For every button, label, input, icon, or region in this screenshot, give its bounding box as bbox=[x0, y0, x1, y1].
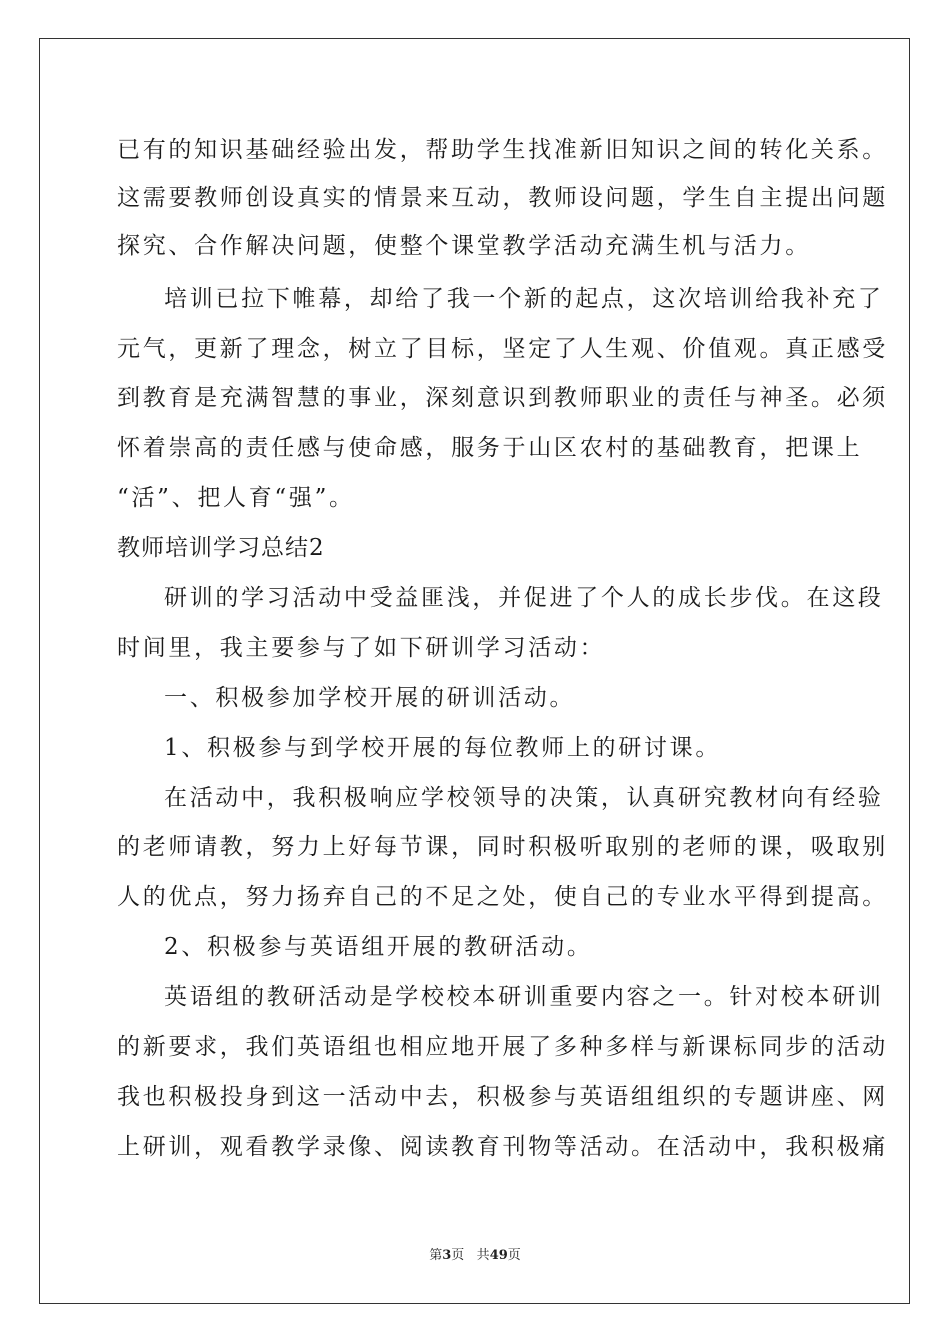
current-page-number: 3 bbox=[442, 1248, 452, 1263]
text-line: 研训的学习活动中受益匪浅，并促进了个人的成长步伐。在这段 bbox=[164, 585, 884, 611]
text-line: 2、积极参与英语组开展的教研活动。 bbox=[164, 934, 593, 960]
text-line: 已有的知识基础经验出发，帮助学生找准新旧知识之间的转化关系。 bbox=[117, 137, 888, 163]
section-heading: 教师培训学习总结2 bbox=[117, 535, 325, 561]
text-line: 元气，更新了理念，树立了目标，坚定了人生观、价值观。真正感受 bbox=[117, 336, 888, 362]
footer-total-prefix: 共 bbox=[476, 1248, 490, 1263]
text-line: 一、积极参加学校开展的研训活动。 bbox=[164, 685, 576, 711]
text-line: 探究、合作解决问题，使整个课堂教学活动充满生机与活力。 bbox=[117, 233, 811, 259]
text-line: 上研训，观看教学录像、阅读教育刊物等活动。在活动中，我积极痛 bbox=[117, 1134, 888, 1160]
text-line: 时间里，我主要参与了如下研训学习活动： bbox=[117, 635, 606, 661]
total-page-count: 49 bbox=[489, 1248, 508, 1263]
footer-prefix: 第 bbox=[429, 1248, 443, 1263]
text-line: 英语组的教研活动是学校校本研训重要内容之一。针对校本研训 bbox=[164, 984, 884, 1010]
text-line: 培训已拉下帷幕，却给了我一个新的起点，这次培训给我补充了 bbox=[164, 286, 884, 312]
text-line: 到教育是充满智慧的事业，深刻意识到教师职业的责任与神圣。必须 bbox=[117, 385, 888, 411]
text-line: 人的优点，努力扬弃自己的不足之处，使自己的专业水平得到提高。 bbox=[117, 884, 888, 910]
text-line: 1、积极参与到学校开展的每位教师上的研讨课。 bbox=[164, 735, 722, 761]
text-line: 的新要求，我们英语组也相应地开展了多种多样与新课标同步的活动 bbox=[117, 1034, 888, 1060]
page-footer bbox=[0, 1246, 950, 1266]
footer-page-suffix: 页 bbox=[451, 1248, 465, 1263]
page-frame bbox=[39, 38, 910, 1304]
text-line: “活”、把人育“强”。 bbox=[117, 485, 355, 511]
text-line: 怀着崇高的责任感与使命感，服务于山区农村的基础教育，把课上 bbox=[117, 435, 863, 461]
text-line: 这需要教师创设真实的情景来互动，教师设问题，学生自主提出问题 bbox=[117, 185, 888, 211]
text-line: 我也积极投身到这一活动中去，积极参与英语组组织的专题讲座、网 bbox=[117, 1084, 888, 1110]
text-line: 的老师请教，努力上好每节课，同时积极听取别的老师的课，吸取别 bbox=[117, 834, 888, 860]
footer-total-suffix: 页 bbox=[507, 1248, 521, 1263]
text-line: 在活动中，我积极响应学校领导的决策，认真研究教材向有经验 bbox=[164, 785, 884, 811]
